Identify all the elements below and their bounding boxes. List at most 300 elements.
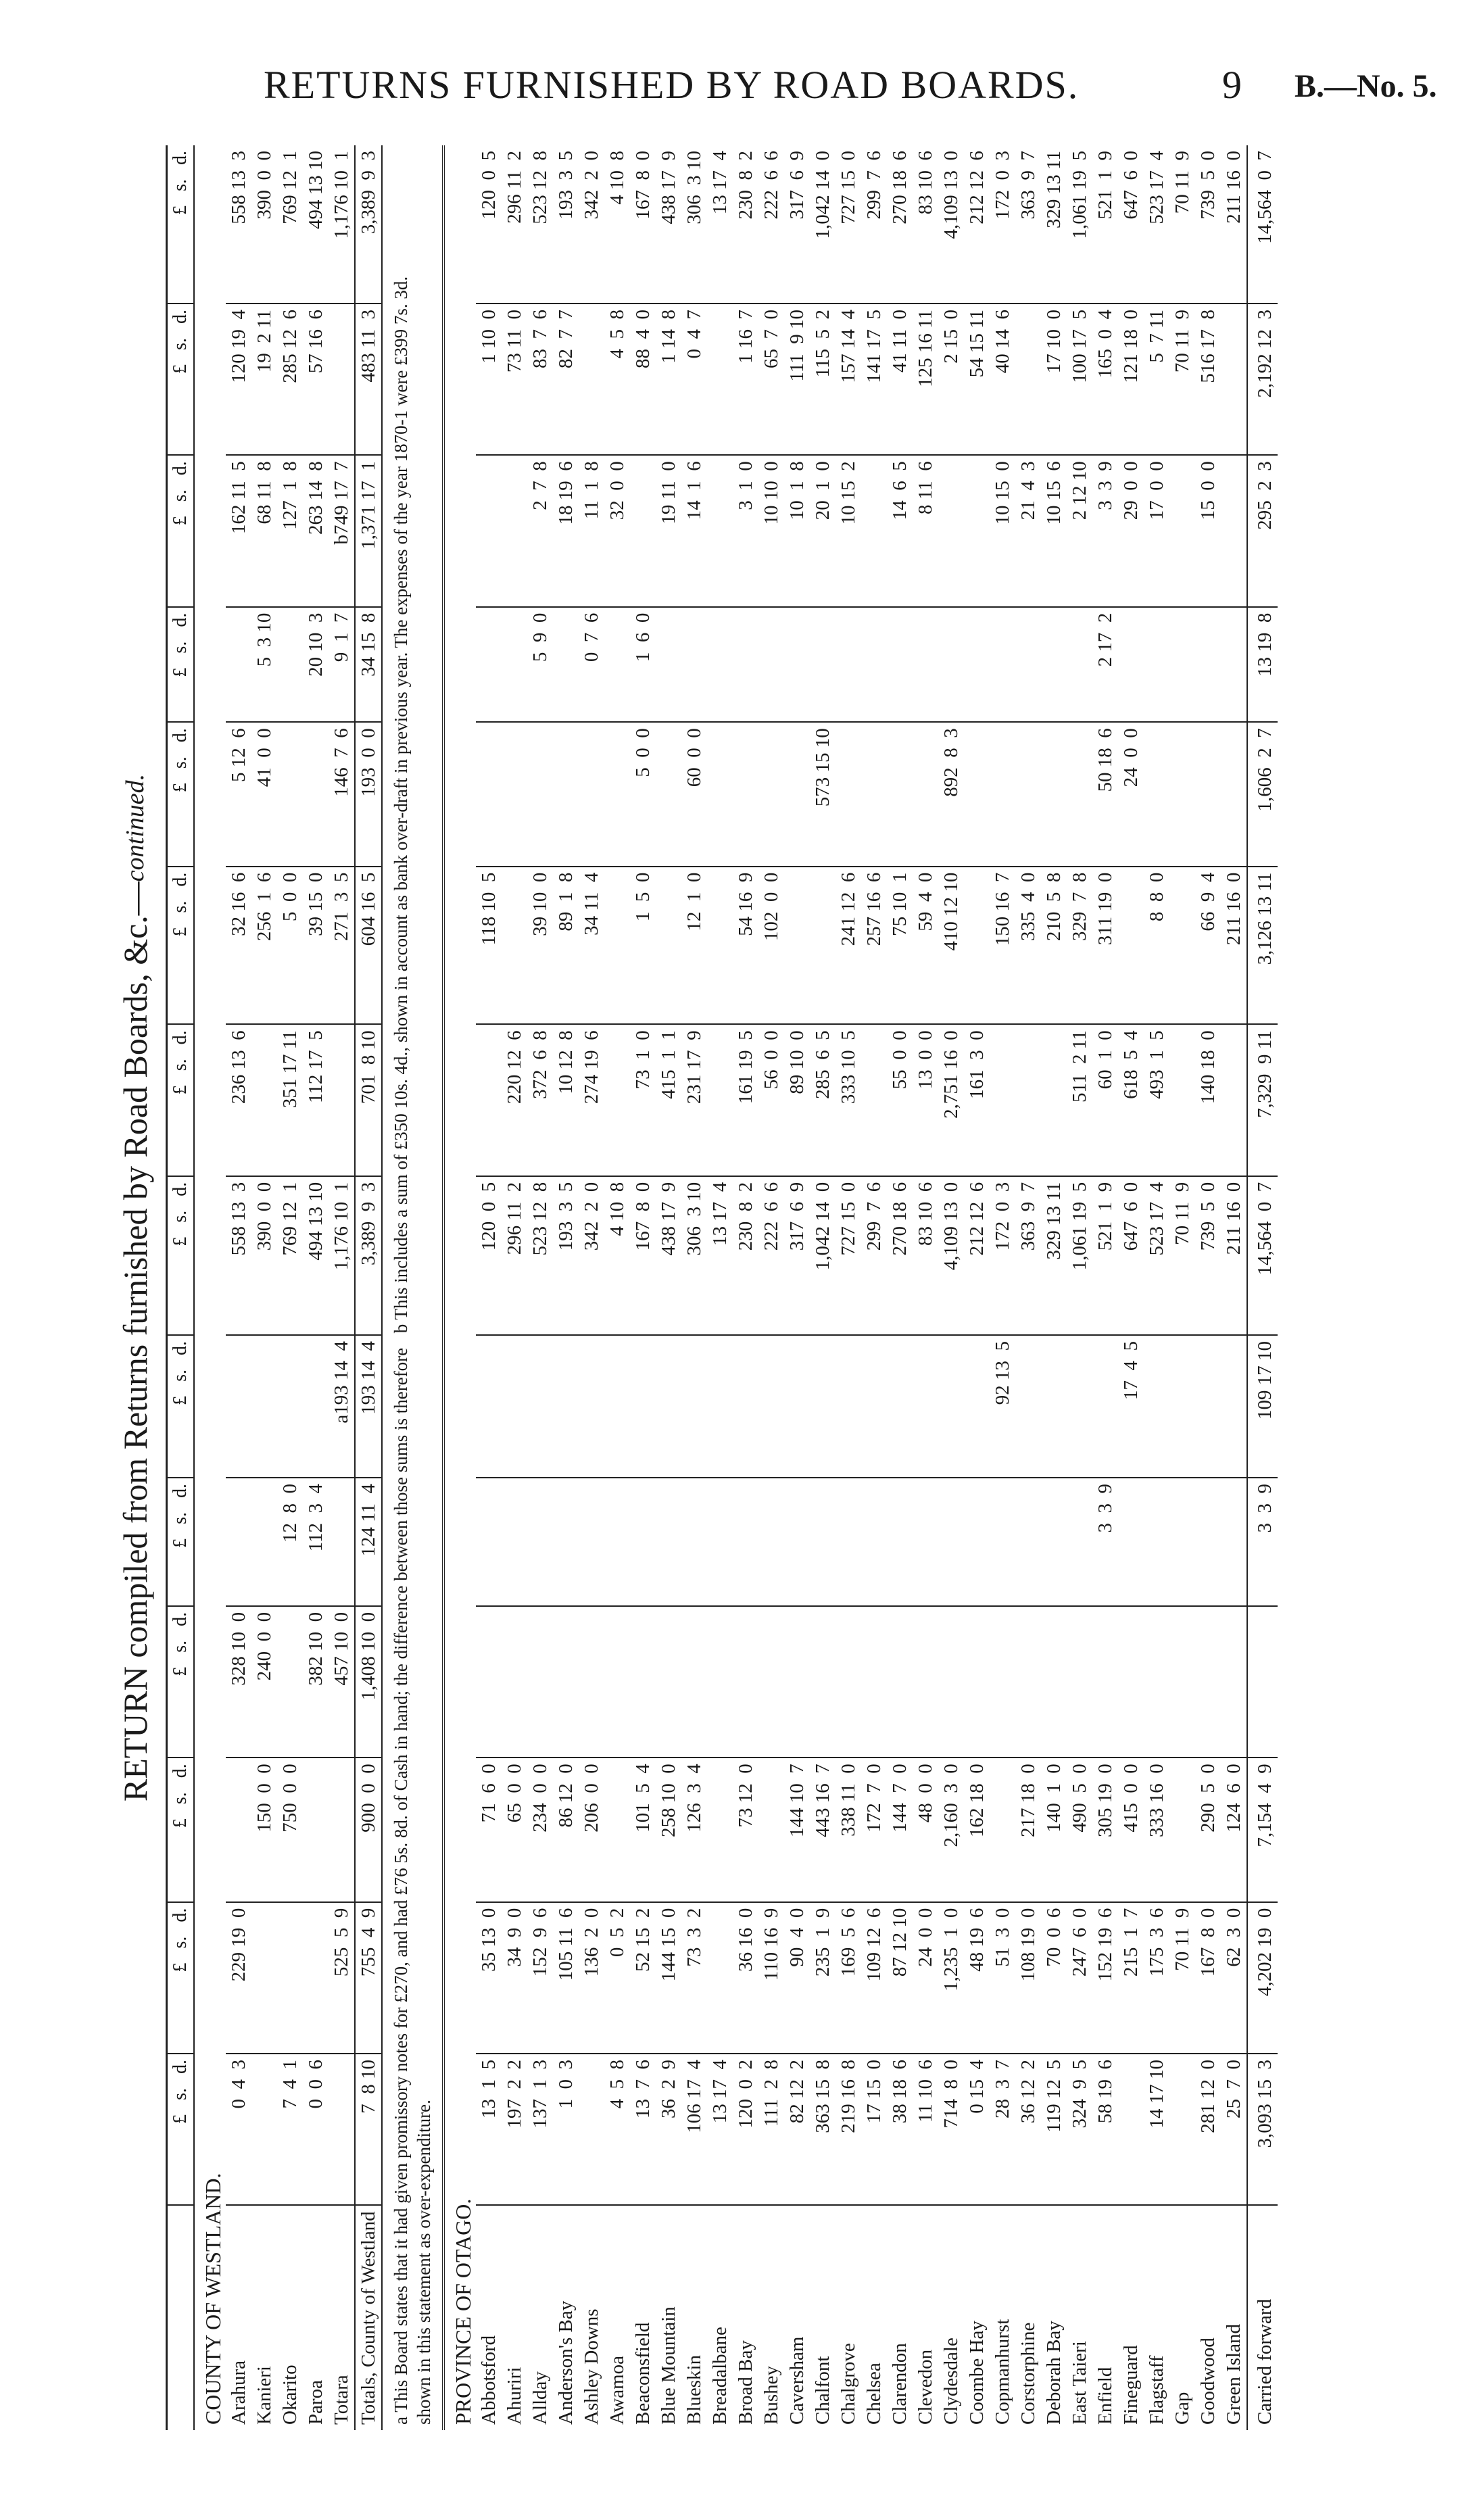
amount-cell: 34 9 0 — [502, 1902, 527, 2054]
amount-cell — [836, 1478, 861, 1606]
amount-cell: 234 0 0 — [527, 1758, 553, 1901]
amount-cell — [1221, 455, 1247, 606]
amount-cell — [656, 867, 681, 1025]
amount-cell: 52 15 2 — [630, 1902, 656, 2054]
amount-cell: 211 16 0 — [1221, 867, 1247, 1025]
amount-cell: 324 9 5 — [1067, 2054, 1092, 2205]
amount-cell: 193 14 4 — [355, 1335, 382, 1478]
amount-cell — [1144, 1606, 1169, 1758]
amount-cell: 124 11 4 — [355, 1478, 382, 1606]
amount-cell: 48 19 6 — [964, 1902, 990, 2054]
amount-cell — [1067, 1606, 1092, 1758]
amount-cell: 892 8 3 — [938, 722, 964, 866]
amount-cell: 10 1 8 — [784, 455, 810, 606]
amount-cell: 150 0 0 — [251, 1758, 277, 1901]
amount-cell — [913, 722, 938, 866]
amount-cell: 256 1 6 — [251, 867, 277, 1025]
amount-cell — [990, 1478, 1015, 1606]
amount-cell — [656, 607, 681, 723]
amount-cell: 70 11 9 — [1169, 1902, 1195, 2054]
amount-cell — [964, 722, 990, 866]
row-label: Coombe Hay — [966, 2321, 988, 2425]
amount-cell: 167 8 0 — [630, 145, 656, 304]
amount-cell: 112 3 4 — [303, 1478, 329, 1606]
amount-cell — [1015, 722, 1041, 866]
amount-cell — [707, 1478, 733, 1606]
amount-cell: 525 5 9 — [329, 1902, 355, 2054]
row-label: Gap — [1171, 2392, 1193, 2425]
amount-cell: 50 18 6 — [1092, 722, 1118, 866]
amount-cell: 39 15 0 — [303, 867, 329, 1025]
group-heading: PROVINCE OF OTAGO. — [451, 2198, 475, 2425]
amount-cell — [527, 1478, 553, 1606]
amount-cell: 2,160 3 0 — [938, 1758, 964, 1901]
amount-cell: 41 0 0 — [251, 722, 277, 866]
amount-cell: 162 11 5 — [226, 455, 251, 606]
amount-cell: 175 3 6 — [1144, 1902, 1169, 2054]
table-row — [476, 145, 502, 2430]
amount-cell — [604, 722, 630, 866]
unit-header: £ s. d. — [167, 1478, 195, 1606]
amount-cell: 19 2 11 — [251, 304, 277, 455]
unit-header: £ s. d. — [167, 2054, 195, 2205]
amount-cell — [604, 1758, 630, 1901]
table-row — [303, 145, 329, 2430]
amount-cell: 3,389 9 3 — [355, 145, 382, 304]
amount-cell: 739 5 0 — [1195, 1176, 1221, 1335]
amount-cell — [1195, 722, 1221, 866]
amount-cell — [758, 1758, 784, 1901]
amount-cell: 3,126 13 11 — [1247, 867, 1278, 1025]
amount-cell: 342 2 0 — [579, 1176, 604, 1335]
amount-cell: 3 3 9 — [1092, 455, 1118, 606]
amount-cell — [707, 1024, 733, 1176]
amount-cell: 5 9 0 — [527, 607, 553, 723]
amount-cell: 5 0 0 — [630, 722, 656, 866]
amount-cell: 222 6 6 — [758, 1176, 784, 1335]
amount-cell — [1195, 607, 1221, 723]
row-label: Clydesdale — [940, 2337, 962, 2425]
amount-cell — [476, 1335, 502, 1478]
unit-header: £ s. d. — [167, 1758, 195, 1901]
amount-cell — [1092, 1335, 1118, 1478]
amount-cell: 1,176 10 1 — [329, 145, 355, 304]
amount-cell: 121 18 0 — [1118, 304, 1144, 455]
table-row — [990, 145, 1015, 2430]
amount-cell: 281 12 0 — [1195, 2054, 1221, 2205]
amount-cell: 56 0 0 — [758, 1024, 784, 1176]
amount-cell: 108 19 0 — [1015, 1902, 1041, 2054]
amount-cell: 136 2 0 — [579, 1902, 604, 2054]
amount-cell: 13 17 4 — [707, 145, 733, 304]
amount-cell: 363 15 8 — [810, 2054, 836, 2205]
amount-cell: 4 10 8 — [604, 1176, 630, 1335]
amount-cell — [1041, 1606, 1067, 1758]
amount-cell: 573 15 10 — [810, 722, 836, 866]
amount-cell — [990, 1024, 1015, 1176]
amount-cell: 68 11 8 — [251, 455, 277, 606]
amount-cell — [502, 1478, 527, 1606]
amount-cell: 0 5 2 — [604, 1902, 630, 2054]
amount-cell: 7,329 9 11 — [1247, 1024, 1278, 1176]
amount-cell — [861, 722, 887, 866]
amount-cell: 15 0 0 — [1195, 455, 1221, 606]
amount-cell: 169 5 6 — [836, 1902, 861, 2054]
amount-cell: 55 0 0 — [887, 1024, 913, 1176]
amount-cell: 111 9 10 — [784, 304, 810, 455]
amount-cell: 83 7 6 — [527, 304, 553, 455]
amount-cell — [656, 722, 681, 866]
amount-cell — [1067, 607, 1092, 723]
amount-cell — [913, 1606, 938, 1758]
amount-cell: 40 14 6 — [990, 304, 1015, 455]
amount-cell: 20 1 0 — [810, 455, 836, 606]
amount-cell — [836, 607, 861, 723]
amount-cell — [1118, 607, 1144, 723]
row-label: Green Island — [1223, 2324, 1244, 2425]
footnotes-row — [382, 145, 443, 2430]
amount-cell: 219 16 8 — [836, 2054, 861, 2205]
amount-cell: 333 16 0 — [1144, 1758, 1169, 1901]
amount-cell — [964, 607, 990, 723]
amount-cell: 36 16 0 — [733, 1902, 758, 2054]
amount-cell: 769 12 1 — [277, 145, 303, 304]
amount-cell — [251, 1335, 277, 1478]
amount-cell — [784, 867, 810, 1025]
amount-cell — [1144, 1478, 1169, 1606]
unit-header: £ s. d. — [167, 304, 195, 455]
amount-cell: 13 17 4 — [707, 2054, 733, 2205]
amount-cell — [1169, 1606, 1195, 1758]
amount-cell — [579, 1335, 604, 1478]
unit-header: £ s. d. — [167, 455, 195, 606]
amount-cell: 274 19 6 — [579, 1024, 604, 1176]
amount-cell — [784, 722, 810, 866]
amount-cell: 329 13 11 — [1041, 145, 1067, 304]
amount-cell — [707, 455, 733, 606]
amount-cell: 86 12 0 — [553, 1758, 579, 1901]
amount-cell: 10 15 6 — [1041, 455, 1067, 606]
amount-cell — [707, 867, 733, 1025]
amount-cell — [964, 867, 990, 1025]
row-label: Deborah Bay — [1043, 2321, 1065, 2425]
amount-cell — [1118, 867, 1144, 1025]
amount-cell: 2,751 16 0 — [938, 1024, 964, 1176]
amount-cell — [990, 1606, 1015, 1758]
caption-continued: continued. — [121, 773, 149, 882]
row-label: Totals, County of Westland — [355, 2205, 382, 2430]
amount-cell — [1144, 607, 1169, 723]
amount-cell: 3 3 9 — [1247, 1478, 1278, 1606]
unit-header: £ s. d. — [167, 867, 195, 1025]
table-row — [329, 145, 355, 2430]
amount-cell: 92 13 5 — [990, 1335, 1015, 1478]
row-label: Totara — [331, 2375, 352, 2425]
amount-cell — [707, 722, 733, 866]
unit-header: £ s. d. — [167, 1176, 195, 1335]
amount-cell — [476, 1024, 502, 1176]
amount-cell — [226, 1478, 251, 1606]
amount-cell: 235 1 9 — [810, 1902, 836, 2054]
amount-cell — [1169, 1024, 1195, 1176]
amount-cell: 351 17 11 — [277, 1024, 303, 1176]
amount-cell: 57 16 6 — [303, 304, 329, 455]
amount-cell: 240 0 0 — [251, 1606, 277, 1758]
row-label: Broad Bay — [735, 2340, 756, 2425]
amount-cell: 54 15 11 — [964, 304, 990, 455]
amount-cell: 299 7 6 — [861, 1176, 887, 1335]
amount-cell: 727 15 0 — [836, 145, 861, 304]
amount-cell — [810, 1335, 836, 1478]
amount-cell — [733, 607, 758, 723]
amount-cell: 220 12 6 — [502, 1024, 527, 1176]
amount-cell: 1 6 0 — [630, 607, 656, 723]
amount-cell: 167 8 0 — [630, 1176, 656, 1335]
amount-cell: 13 0 0 — [913, 1024, 938, 1176]
amount-cell — [1169, 455, 1195, 606]
amount-cell: 750 0 0 — [277, 1758, 303, 1901]
amount-cell: 1 5 0 — [630, 867, 656, 1025]
amount-cell — [329, 1478, 355, 1606]
amount-cell: 755 4 9 — [355, 1902, 382, 2054]
amount-cell — [733, 1335, 758, 1478]
amount-cell: 118 10 5 — [476, 867, 502, 1025]
amount-cell: 41 11 0 — [887, 304, 913, 455]
amount-cell: 210 5 8 — [1041, 867, 1067, 1025]
amount-cell — [707, 1902, 733, 2054]
amount-cell: 172 0 3 — [990, 145, 1015, 304]
amount-cell — [758, 1478, 784, 1606]
amount-cell: 110 16 9 — [758, 1902, 784, 2054]
amount-cell: 65 7 0 — [758, 304, 784, 455]
amount-cell: 438 17 9 — [656, 145, 681, 304]
amount-cell: 9 1 7 — [329, 607, 355, 723]
amount-cell — [1041, 607, 1067, 723]
amount-cell: a193 14 4 — [329, 1335, 355, 1478]
amount-cell — [277, 722, 303, 866]
row-label: Fineguard — [1120, 2345, 1142, 2425]
amount-cell: 1,176 10 1 — [329, 1176, 355, 1335]
amount-cell: 1,061 19 5 — [1067, 145, 1092, 304]
row-label: Enfield — [1094, 2367, 1116, 2425]
amount-cell: 120 0 2 — [733, 2054, 758, 2205]
amount-cell: 111 2 8 — [758, 2054, 784, 2205]
amount-cell — [887, 607, 913, 723]
amount-cell — [656, 1478, 681, 1606]
amount-cell — [329, 1758, 355, 1901]
amount-cell — [630, 455, 656, 606]
amount-cell — [604, 1606, 630, 1758]
amount-cell: 604 16 5 — [355, 867, 382, 1025]
amount-cell — [861, 1478, 887, 1606]
amount-cell: 24 0 0 — [1118, 722, 1144, 866]
row-label: Ahuriri — [504, 2367, 525, 2425]
table-row — [861, 145, 887, 2430]
amount-cell: 120 0 5 — [476, 1176, 502, 1335]
amount-cell: 119 12 5 — [1041, 2054, 1067, 2205]
amount-cell — [758, 607, 784, 723]
amount-cell: 157 14 4 — [836, 304, 861, 455]
unit-header: £ s. d. — [167, 607, 195, 723]
amount-cell — [810, 1606, 836, 1758]
amount-cell — [1221, 304, 1247, 455]
amount-cell: 20 10 3 — [303, 607, 329, 723]
amount-cell: 714 8 0 — [938, 2054, 964, 2205]
amount-cell: 109 17 10 — [1247, 1335, 1278, 1478]
amount-cell: 222 6 6 — [758, 145, 784, 304]
amount-cell: 0 4 3 — [226, 2054, 251, 2205]
row-label: Awamoa — [606, 2355, 628, 2425]
amount-cell — [1169, 1478, 1195, 1606]
amount-cell: 231 17 9 — [681, 1024, 707, 1176]
amount-cell — [1092, 1606, 1118, 1758]
table-row — [1092, 145, 1118, 2430]
amount-cell — [913, 1335, 938, 1478]
amount-cell: 54 16 9 — [733, 867, 758, 1025]
amount-cell: 296 11 2 — [502, 145, 527, 304]
amount-cell: 124 6 0 — [1221, 1758, 1247, 1901]
amount-cell — [277, 1902, 303, 2054]
amount-cell: 14 6 5 — [887, 455, 913, 606]
amount-cell — [604, 1024, 630, 1176]
amount-cell: 13 1 5 — [476, 2054, 502, 2205]
amount-cell: 7 8 10 — [355, 2054, 382, 2205]
amount-cell — [964, 455, 990, 606]
footnotes — [382, 145, 443, 2430]
amount-cell: 8 8 0 — [1144, 867, 1169, 1025]
amount-cell: 36 2 9 — [656, 2054, 681, 2205]
amount-cell — [1144, 722, 1169, 866]
amount-cell: 161 19 5 — [733, 1024, 758, 1176]
amount-cell: 82 7 7 — [553, 304, 579, 455]
amount-cell: 106 17 4 — [681, 2054, 707, 2205]
amount-cell: 490 5 0 — [1067, 1758, 1092, 1901]
amount-cell — [502, 1606, 527, 1758]
amount-cell — [1221, 607, 1247, 723]
amount-cell: 146 7 6 — [329, 722, 355, 866]
amount-cell: 0 15 4 — [964, 2054, 990, 2205]
amount-cell: 144 7 0 — [887, 1758, 913, 1901]
table-row — [604, 145, 630, 2430]
amount-cell: 230 8 2 — [733, 145, 758, 304]
amount-cell: 271 3 5 — [329, 867, 355, 1025]
amount-cell: 73 12 0 — [733, 1758, 758, 1901]
amount-cell: 75 10 1 — [887, 867, 913, 1025]
amount-cell: 17 10 0 — [1041, 304, 1067, 455]
amount-cell — [579, 722, 604, 866]
amount-cell: 295 2 3 — [1247, 455, 1278, 606]
amount-cell: 317 6 9 — [784, 145, 810, 304]
amount-cell — [938, 607, 964, 723]
amount-cell: 1 10 0 — [476, 304, 502, 455]
amount-cell: 73 11 0 — [502, 304, 527, 455]
amount-cell: 230 8 2 — [733, 1176, 758, 1335]
amount-cell — [1169, 607, 1195, 723]
table-row — [810, 145, 836, 2430]
amount-cell: 65 0 0 — [502, 1758, 527, 1901]
row-label: Ashley Downs — [581, 2308, 602, 2425]
amount-cell: 494 13 10 — [303, 1176, 329, 1335]
amount-cell: 3,389 9 3 — [355, 1176, 382, 1335]
amount-cell — [502, 455, 527, 606]
row-label: Goodwood — [1197, 2337, 1219, 2425]
row-label: Beaconsfield — [632, 2322, 654, 2425]
amount-cell: 73 1 0 — [630, 1024, 656, 1176]
amount-cell — [604, 1478, 630, 1606]
amount-cell — [303, 1758, 329, 1901]
amount-cell — [502, 722, 527, 866]
amount-cell: 285 6 5 — [810, 1024, 836, 1176]
table-row — [938, 145, 964, 2430]
amount-cell — [733, 1606, 758, 1758]
amount-cell: 335 4 0 — [1015, 867, 1041, 1025]
amount-cell — [579, 2054, 604, 2205]
carried-forward-row — [1247, 145, 1278, 2430]
amount-cell — [630, 1478, 656, 1606]
amount-cell — [303, 722, 329, 866]
amount-cell — [604, 607, 630, 723]
amount-cell — [758, 1606, 784, 1758]
amount-cell — [1221, 1024, 1247, 1176]
amount-cell — [1195, 1606, 1221, 1758]
amount-cell: 306 3 10 — [681, 145, 707, 304]
amount-cell: 215 1 7 — [1118, 1902, 1144, 2054]
amount-cell: 0 7 6 — [579, 607, 604, 723]
unit-header: £ s. d. — [167, 1335, 195, 1478]
amount-cell — [964, 1335, 990, 1478]
amount-cell — [1041, 1478, 1067, 1606]
amount-cell — [1169, 722, 1195, 866]
amount-cell — [1118, 1478, 1144, 1606]
row-label: Flagstaff — [1146, 2355, 1167, 2425]
amount-cell: 162 18 0 — [964, 1758, 990, 1901]
amount-cell: 410 12 10 — [938, 867, 964, 1025]
amount-cell: 32 16 6 — [226, 867, 251, 1025]
amount-cell: 48 0 0 — [913, 1758, 938, 1901]
amount-cell: 247 6 0 — [1067, 1902, 1092, 2054]
amount-cell: 296 11 2 — [502, 1176, 527, 1335]
amount-cell: 100 17 5 — [1067, 304, 1092, 455]
amount-cell: 144 10 7 — [784, 1758, 810, 1901]
amount-cell — [733, 722, 758, 866]
amount-cell: 236 13 6 — [226, 1024, 251, 1176]
amount-cell: 270 18 6 — [887, 1176, 913, 1335]
amount-cell: 212 12 6 — [964, 1176, 990, 1335]
amount-cell: 10 10 0 — [758, 455, 784, 606]
amount-cell — [303, 1902, 329, 2054]
amount-cell: 0 0 6 — [303, 2054, 329, 2205]
table-row — [1144, 145, 1169, 2430]
amount-cell: 193 3 5 — [553, 145, 579, 304]
amount-cell — [604, 867, 630, 1025]
amount-cell: 70 0 6 — [1041, 1902, 1067, 2054]
amount-cell: 70 11 9 — [1169, 145, 1195, 304]
table-row — [527, 145, 553, 2430]
amount-cell: 115 5 2 — [810, 304, 836, 455]
amount-cell — [1221, 1335, 1247, 1478]
amount-cell: 4,109 13 0 — [938, 145, 964, 304]
table-row — [1169, 145, 1195, 2430]
caption-main: RETURN compiled from Returns furnished by Road Boards, &c.— — [116, 881, 154, 1802]
table-caption — [105, 145, 166, 2430]
amount-cell: 60 0 0 — [681, 722, 707, 866]
amount-cell: 17 0 0 — [1144, 455, 1169, 606]
amount-cell: 19 11 0 — [656, 455, 681, 606]
rotated-return-table — [105, 145, 1396, 2430]
amount-cell: 70 11 9 — [1169, 1176, 1195, 1335]
amount-cell: 102 0 0 — [758, 867, 784, 1025]
amount-cell: 5 0 0 — [277, 867, 303, 1025]
